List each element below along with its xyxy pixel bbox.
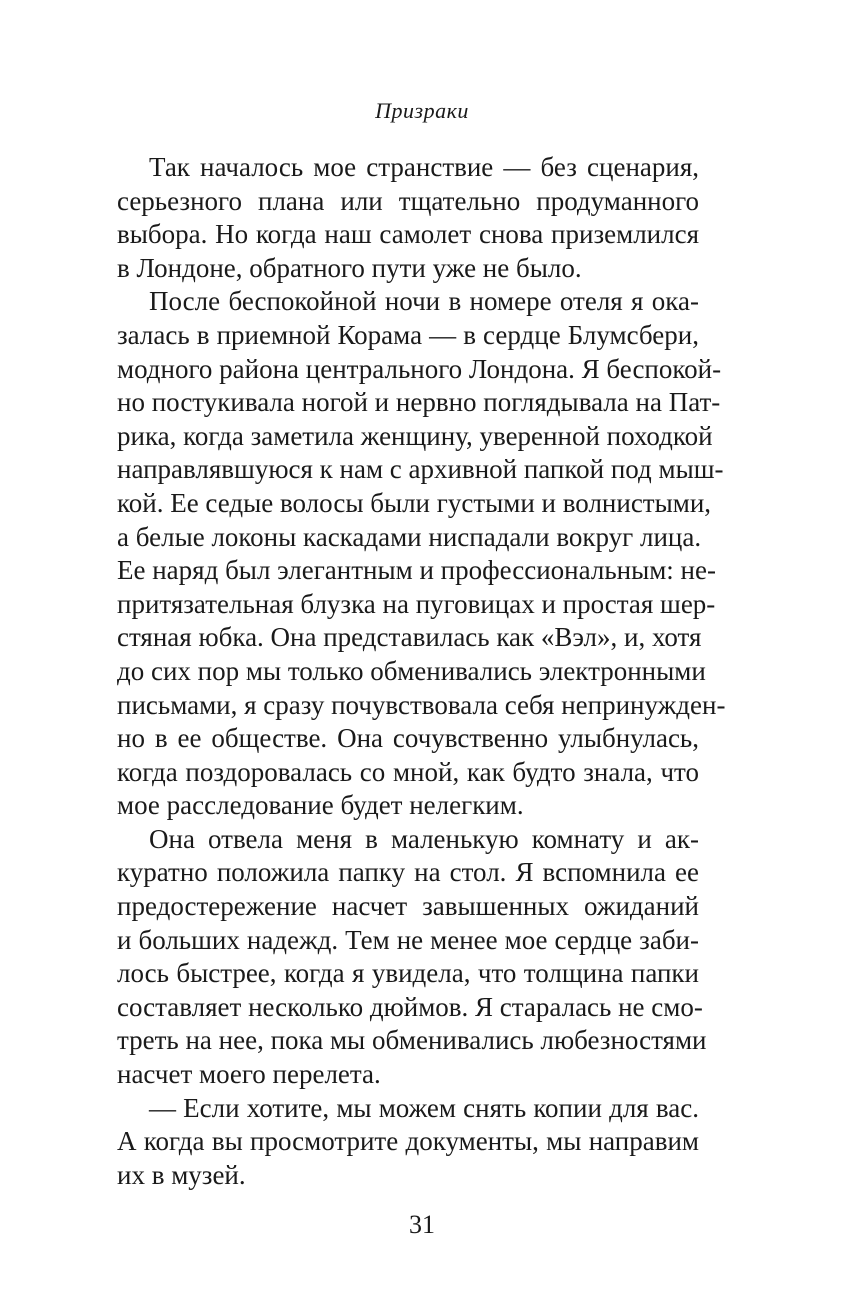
text-line: до сих пор мы только обменивались электронными bbox=[117, 655, 706, 686]
text-line: насчет моего перелета. bbox=[117, 1059, 381, 1090]
text-line: залась в приемной Корама — в сердце Блумсбери, bbox=[117, 319, 699, 350]
text-line: а белые локоны каскадами ниспадали вокруг лица. bbox=[117, 521, 702, 552]
text-line: куратно положила папку на стол. Я вспомнила ее bbox=[117, 857, 699, 888]
running-head: Призраки bbox=[375, 98, 469, 123]
text-line: и больших надежд. Тем не менее мое сердце заби- bbox=[117, 924, 699, 955]
text-line: После беспокойной ночи в номере отеля я ока- bbox=[149, 286, 699, 317]
text-line: мое расследование будет нелегким. bbox=[117, 790, 524, 821]
text-line: но постукивала ногой и нервно поглядывала на Пат- bbox=[117, 387, 721, 418]
paragraph-2 bbox=[117, 285, 726, 823]
text-line: направлявшуюся к нам с архивной папкой под мыш- bbox=[117, 454, 724, 485]
text-line: предостережение насчет завышенных ожиданий bbox=[117, 891, 699, 922]
text-line: когда поздоровалась со мной, как будто знала, что bbox=[117, 756, 699, 787]
text-line: письмами, я сразу почувствовала себя непринужден- bbox=[117, 689, 726, 720]
text-line: треть на нее, пока мы обменивались любезностями bbox=[117, 1025, 707, 1056]
paragraph-4 bbox=[117, 1092, 699, 1193]
text-line: в Лондоне, обратного пути уже не было. bbox=[117, 252, 582, 283]
text-line: их в музей. bbox=[117, 1159, 246, 1190]
text-line: стяная юбка. Она представилась как «Вэл», и, хотя bbox=[117, 622, 702, 653]
text-line: но в ее обществе. Она сочувственно улыбнулась, bbox=[117, 723, 699, 754]
text-line: кой. Ее седые волосы были густыми и волнистыми, bbox=[117, 487, 712, 518]
body-text bbox=[117, 151, 726, 1192]
text-line: А когда вы просмотрите документы, мы направим bbox=[117, 1126, 699, 1157]
page-number: 31 bbox=[409, 1210, 435, 1239]
text-line: Ее наряд был элегантным и профессиональным: не- bbox=[117, 555, 716, 586]
text-line: Она отвела меня в маленькую комнату и ак- bbox=[149, 823, 699, 854]
text-line: лось быстрее, когда я увидела, что толщина папки bbox=[117, 958, 699, 989]
text-line: рика, когда заметила женщину, уверенной походкой bbox=[117, 420, 713, 451]
text-line: притязательная блузка на пуговицах и простая шер- bbox=[117, 588, 716, 619]
paragraph-1 bbox=[117, 151, 699, 285]
text-line: выбора. Но когда наш самолет снова приземлился bbox=[117, 219, 699, 250]
text-line: серьезного плана или тщательно продуманного bbox=[117, 185, 699, 216]
text-line: составляет несколько дюймов. Я старалась не смо- bbox=[117, 991, 703, 1022]
text-line: — Если хотите, мы можем снять копии для вас. bbox=[149, 1092, 699, 1123]
text-line: модного района центрального Лондона. Я беспокой- bbox=[117, 353, 722, 384]
paragraph-3 bbox=[117, 823, 707, 1092]
text-line: Так началось мое странствие — без сценария, bbox=[149, 152, 699, 182]
